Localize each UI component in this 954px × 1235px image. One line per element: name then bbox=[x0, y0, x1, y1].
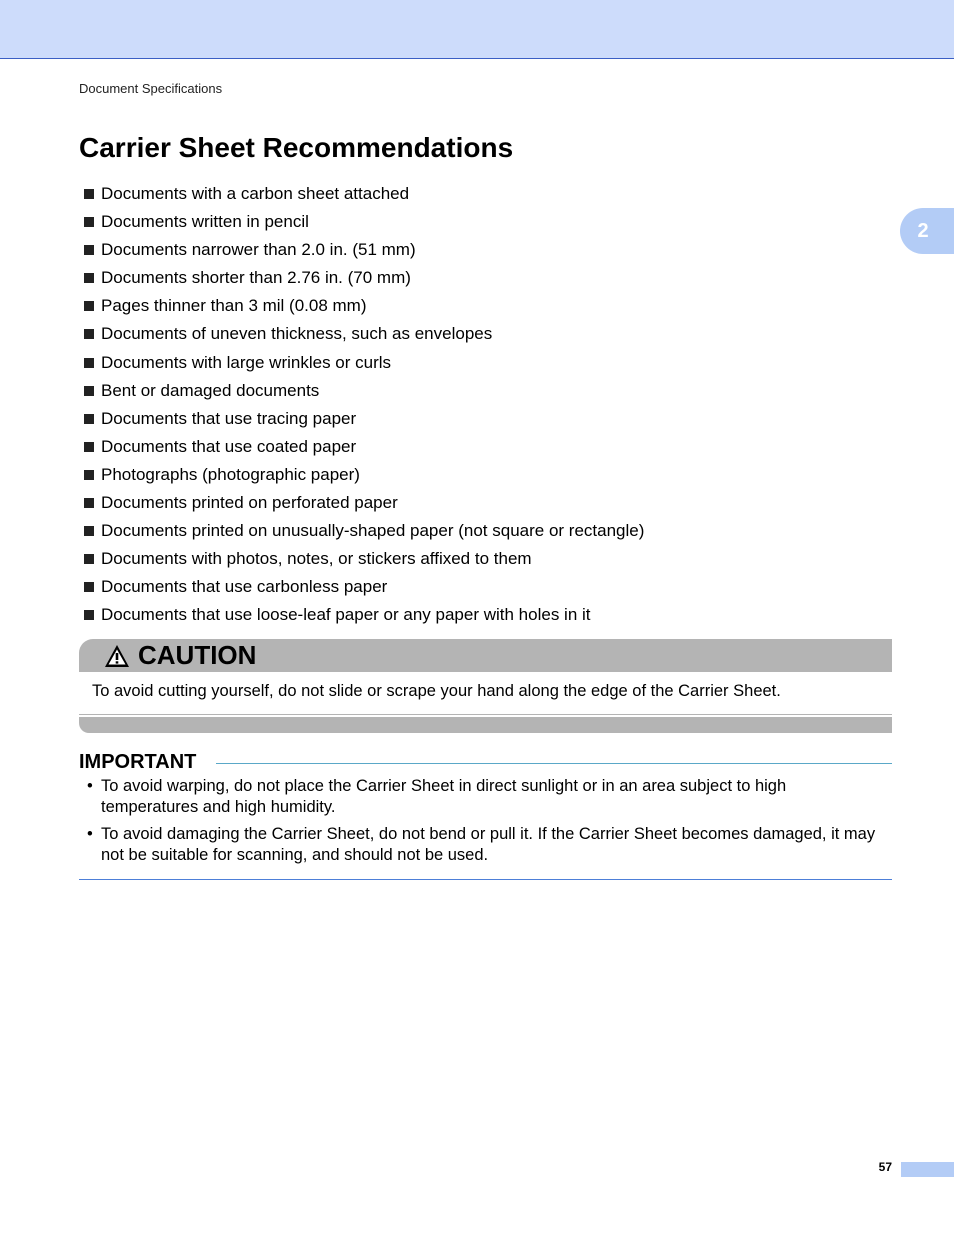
square-bullet-icon bbox=[84, 470, 94, 480]
square-bullet-icon bbox=[84, 582, 94, 592]
page-number: 57 bbox=[878, 1160, 892, 1174]
list-item-text: Documents printed on perforated paper bbox=[101, 493, 398, 513]
important-item-text: To avoid warping, do not place the Carrier Sheet in direct sunlight or in an area subject to high temperatures and high humidity. bbox=[101, 777, 787, 816]
bullet-dot-icon: • bbox=[87, 825, 93, 843]
square-bullet-icon bbox=[84, 189, 94, 199]
list-item-text: Pages thinner than 3 mil (0.08 mm) bbox=[101, 296, 367, 316]
important-item bbox=[87, 824, 877, 866]
section-end-rule bbox=[79, 879, 892, 880]
list-item-text: Documents of uneven thickness, such as envelopes bbox=[101, 324, 493, 344]
caution-divider bbox=[79, 714, 892, 715]
square-bullet-icon bbox=[84, 301, 94, 311]
list-item-text: Photographs (photographic paper) bbox=[101, 464, 360, 484]
list-item bbox=[84, 238, 644, 266]
caution-footer-bar bbox=[79, 717, 892, 733]
recommendation-list bbox=[84, 182, 644, 632]
list-item bbox=[84, 379, 644, 407]
list-item-text: Documents narrower than 2.0 in. (51 mm) bbox=[101, 240, 416, 260]
square-bullet-icon bbox=[84, 217, 94, 227]
list-item-text: Documents that use loose-leaf paper or any paper with holes in it bbox=[101, 605, 591, 625]
list-item bbox=[84, 210, 644, 238]
chapter-tab[interactable]: 2 bbox=[900, 208, 954, 254]
list-item bbox=[84, 519, 644, 547]
header-band bbox=[0, 0, 954, 59]
list-item bbox=[84, 407, 644, 435]
bullet-dot-icon: • bbox=[87, 777, 93, 795]
important-item-text: To avoid damaging the Carrier Sheet, do not bend or pull it. If the Carrier Sheet becomes damaged, it may not be suitable for scanning, and should not be used. bbox=[101, 825, 876, 864]
square-bullet-icon bbox=[84, 526, 94, 536]
list-item-text: Documents that use tracing paper bbox=[101, 408, 357, 428]
list-item bbox=[84, 575, 644, 603]
warning-triangle-icon bbox=[104, 644, 130, 668]
list-item-text: Documents shorter than 2.76 in. (70 mm) bbox=[101, 268, 411, 288]
list-item bbox=[84, 322, 644, 350]
list-item bbox=[84, 463, 644, 491]
square-bullet-icon bbox=[84, 414, 94, 424]
square-bullet-icon bbox=[84, 386, 94, 396]
square-bullet-icon bbox=[84, 498, 94, 508]
list-item bbox=[84, 435, 644, 463]
caution-header bbox=[79, 639, 892, 672]
page-number-tab bbox=[901, 1162, 954, 1177]
square-bullet-icon bbox=[84, 273, 94, 283]
caution-text: To avoid cutting yourself, do not slide or scrape your hand along the edge of the Carrier Sheet. bbox=[92, 682, 781, 700]
square-bullet-icon bbox=[84, 554, 94, 564]
square-bullet-icon bbox=[84, 358, 94, 368]
square-bullet-icon bbox=[84, 245, 94, 255]
list-item-text: Documents that use coated paper bbox=[101, 436, 357, 456]
list-item bbox=[84, 351, 644, 379]
square-bullet-icon bbox=[84, 610, 94, 620]
list-item bbox=[84, 294, 644, 322]
list-item-text: Documents with large wrinkles or curls bbox=[101, 352, 392, 372]
square-bullet-icon bbox=[84, 329, 94, 339]
list-item-text: Documents that use carbonless paper bbox=[101, 577, 388, 597]
list-item bbox=[84, 266, 644, 294]
important-item bbox=[87, 776, 877, 818]
list-item-text: Documents written in pencil bbox=[101, 212, 309, 232]
square-bullet-icon bbox=[84, 442, 94, 452]
list-item bbox=[84, 182, 644, 210]
important-heading: IMPORTANT bbox=[79, 751, 197, 773]
list-item bbox=[84, 547, 644, 575]
list-item-text: Documents with a carbon sheet attached bbox=[101, 184, 410, 203]
breadcrumb: Document Specifications bbox=[79, 81, 223, 96]
list-item-text: Bent or damaged documents bbox=[101, 380, 320, 400]
list-item-text: Documents printed on unusually-shaped paper (not square or rectangle) bbox=[101, 521, 645, 541]
caution-label: CAUTION bbox=[138, 640, 257, 670]
list-item bbox=[84, 491, 644, 519]
list-item bbox=[84, 603, 644, 631]
important-heading-rule bbox=[216, 763, 892, 764]
page-title: Carrier Sheet Recommendations bbox=[79, 132, 514, 163]
list-item-text: Documents with photos, notes, or stickers affixed to them bbox=[101, 549, 532, 569]
